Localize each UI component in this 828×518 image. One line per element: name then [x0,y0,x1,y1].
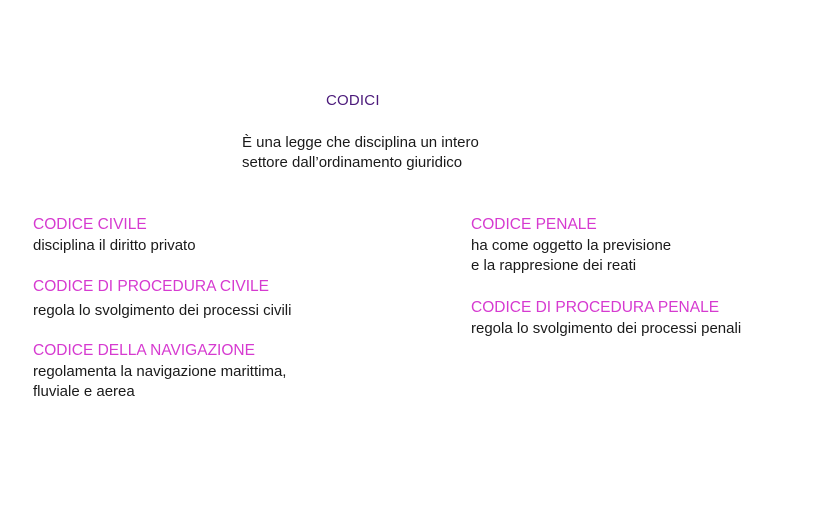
code-description: ha come oggetto la previsione e la rappresione dei reati [471,237,672,274]
code-entry-navigation [33,341,373,402]
code-entry-penal [471,215,811,276]
code-heading: CODICE DI PROCEDURA PENALE [471,299,720,316]
code-entry-penal-procedure [471,298,811,339]
code-heading: CODICE PENALE [471,216,597,233]
code-heading: CODICE CIVILE [33,216,147,233]
page-title: CODICI [326,92,380,109]
code-entry-civil [33,215,373,256]
code-description: regolamenta la navigazione marittima, fluviale e aerea [33,363,287,400]
code-heading: CODICE DELLA NAVIGAZIONE [33,342,255,359]
definition-text: È una legge che disciplina un intero settore dall’ordinamento giuridico [242,134,479,171]
code-description: regola lo svolgimento dei processi penali [471,320,742,337]
code-entry-civil-procedure [33,277,373,321]
code-heading: CODICE DI PROCEDURA CIVILE [33,278,269,295]
code-description: regola lo svolgimento dei processi civili [33,302,292,319]
code-description: disciplina il diritto privato [33,237,196,254]
